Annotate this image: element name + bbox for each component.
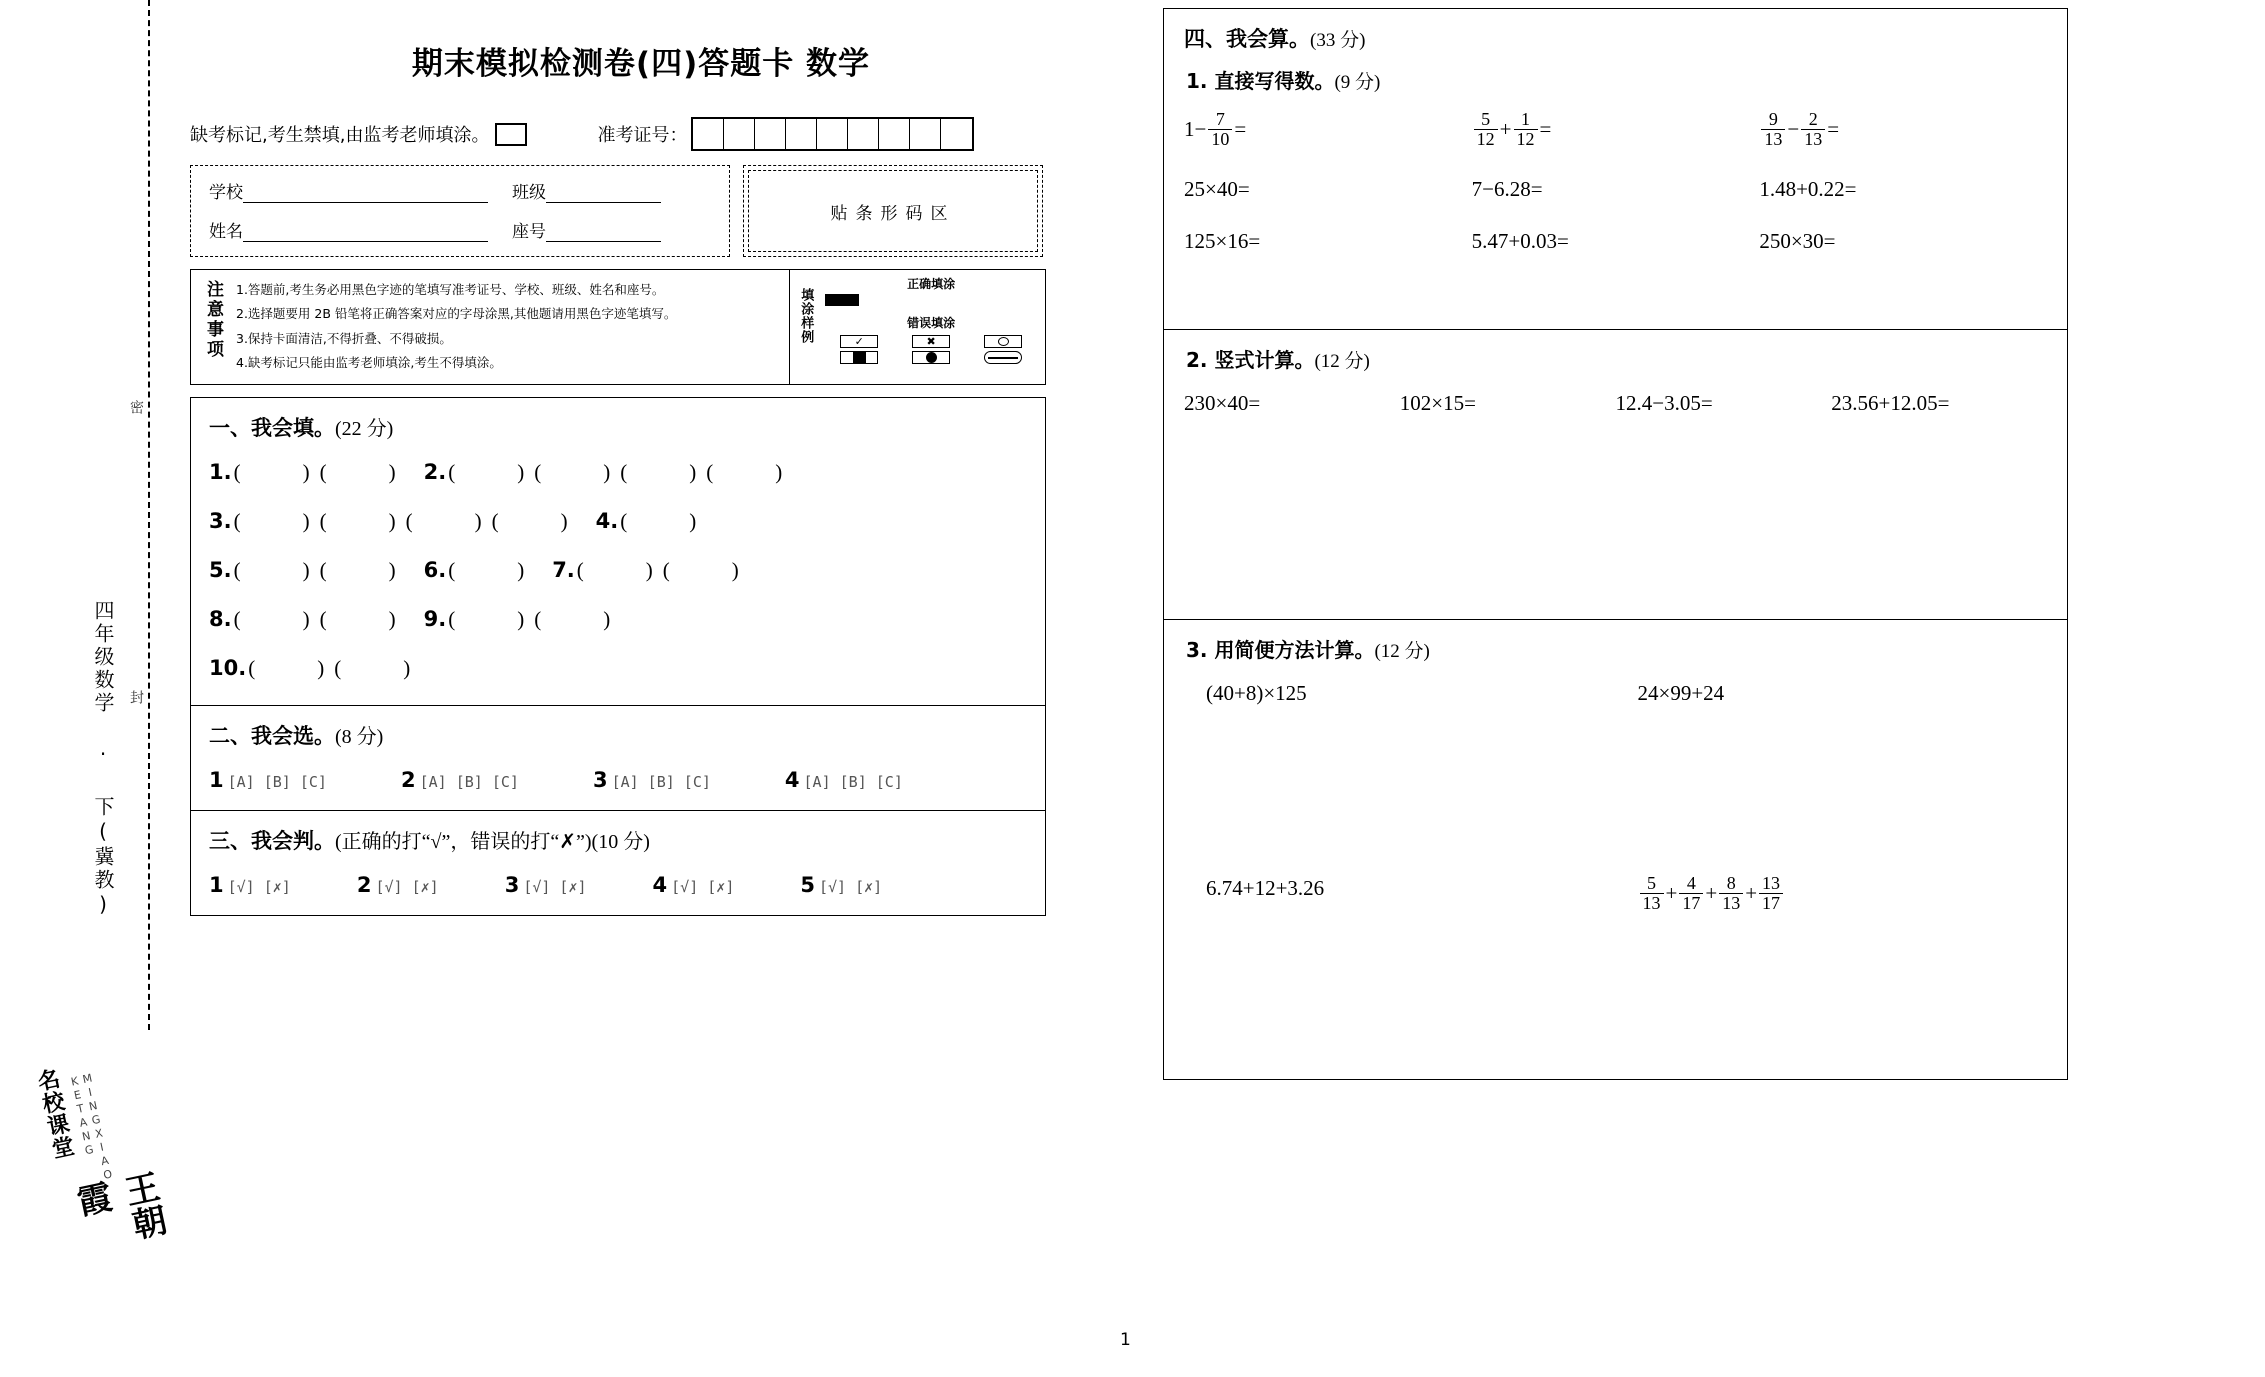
fill-blank-question <box>209 460 406 485</box>
fraction-numerator: 13 <box>1762 873 1781 893</box>
vertical-calc-expression[interactable]: 230×40= <box>1184 391 1261 415</box>
question-number: 9. <box>423 606 447 631</box>
question-number: 1. <box>209 459 232 484</box>
question-number: 3. <box>209 508 232 533</box>
answer-blank[interactable] <box>406 509 482 534</box>
simple-calc-expression[interactable]: 24×99+24 <box>1637 681 1725 705</box>
fill-blank-question <box>209 509 578 534</box>
fill-blank-question <box>209 607 406 632</box>
fraction-denominator: 17 <box>1759 893 1783 913</box>
choice-options[interactable]: [A] [B] [C] <box>803 772 903 791</box>
wrong-fill-row-1 <box>817 335 1045 348</box>
admission-number-grid[interactable] <box>691 117 974 151</box>
section4-sub3-title <box>1186 634 2047 663</box>
barcode-area-label: 贴条形码区 <box>748 170 1038 252</box>
logo-pinyin-text: MINGXIAO KETANG <box>66 1071 116 1184</box>
fraction <box>1640 874 1664 913</box>
admission-number-cell[interactable] <box>941 119 972 149</box>
expression-text: 7−6.28= <box>1471 176 1543 201</box>
expression-text: 1− <box>1184 117 1207 142</box>
truefalse-options[interactable]: [√] [✗] <box>523 877 587 896</box>
fill-blank-row <box>209 460 1027 485</box>
expression-text: + <box>1499 117 1512 142</box>
section3-title <box>209 825 1027 855</box>
fold-dashed-line <box>148 0 150 1030</box>
section3-title-text: 三、我会判。 <box>209 828 335 853</box>
expression-text: = <box>1539 117 1552 142</box>
fraction-numerator: 7 <box>1215 109 1225 129</box>
truefalse-item[interactable] <box>653 873 735 897</box>
choice-item[interactable] <box>209 768 327 792</box>
question-number: 6. <box>423 557 447 582</box>
question-number: 2 <box>400 767 416 792</box>
section2-points: (8 分) <box>335 725 384 748</box>
fraction <box>1719 874 1743 913</box>
seat-label: 座号 <box>512 222 546 242</box>
answer-blank[interactable] <box>320 558 396 583</box>
fraction-denominator: 10 <box>1208 129 1232 149</box>
section4-sub2-points: (12 分) <box>1314 351 1370 372</box>
grade-subject-label: 四年级数学 · 下(冀教) <box>91 600 115 919</box>
fill-blank-row <box>209 656 1027 681</box>
question-number: 3 <box>592 767 608 792</box>
expression-text: 1.48+0.22= <box>1759 176 1857 201</box>
question-number: 4 <box>652 872 668 897</box>
section4-sub1-points: (9 分) <box>1334 72 1381 93</box>
fill-blank-row <box>209 509 1027 534</box>
choice-options[interactable]: [A] [B] [C] <box>611 772 711 791</box>
fraction <box>1761 110 1785 149</box>
notice-item: 3.保持卡面清洁,不得折叠、不得破损。 <box>236 330 452 346</box>
direct-calc-expression[interactable] <box>1184 229 1472 255</box>
header-row <box>190 117 1106 151</box>
answer-blank[interactable] <box>234 460 310 485</box>
section2-title-text: 二、我会选。 <box>209 723 335 748</box>
simple-calc-expression[interactable] <box>1616 873 2048 915</box>
question-number: 3 <box>504 872 520 897</box>
question-number: 2. <box>423 459 447 484</box>
truefalse-options[interactable]: [√] [✗] <box>819 877 883 896</box>
expression-text: = <box>1827 117 1840 142</box>
truefalse-options[interactable]: [√] [✗] <box>671 877 735 896</box>
fraction-numerator: 4 <box>1686 873 1696 893</box>
section-true-false <box>190 811 1046 916</box>
simple-calc-expression[interactable]: (40+8)×125 <box>1206 681 1307 705</box>
section3-answer-row <box>209 873 1027 897</box>
section1-rows <box>209 460 1027 681</box>
fill-blank-question <box>209 656 420 681</box>
school-label: 学校 <box>209 183 243 203</box>
choice-options[interactable]: [A] [B] [C] <box>227 772 327 791</box>
question-number: 4 <box>784 767 800 792</box>
direct-calc-expression[interactable] <box>1759 177 2047 203</box>
expression-text: 250×30= <box>1759 228 1836 253</box>
seal-mark-bottom: 封 <box>128 690 144 708</box>
expression-text: 5.47+0.03= <box>1471 228 1569 253</box>
section-vertical-calculation <box>1163 330 2068 620</box>
expression-text: − <box>1787 117 1800 142</box>
simple-calc-expression[interactable]: 6.74+12+3.26 <box>1206 876 1325 900</box>
page-title: 期末模拟检测卷(四)答题卡 数学 <box>411 46 871 82</box>
truefalse-item[interactable] <box>209 873 291 897</box>
seal-mark-top: 密 <box>128 400 144 418</box>
student-info-row <box>190 165 1106 257</box>
answer-blank[interactable] <box>320 607 396 632</box>
correct-fill-label: 正确填涂 <box>907 277 956 291</box>
answer-blank[interactable] <box>234 558 310 583</box>
answer-blank[interactable] <box>234 607 310 632</box>
answer-blank[interactable] <box>234 509 310 534</box>
seat-input[interactable] <box>546 225 661 242</box>
simple-calc-row-1 <box>1184 681 2047 706</box>
admission-number-cell[interactable] <box>879 119 910 149</box>
admission-number-label: 准考证号： <box>597 125 688 146</box>
section1-title-text: 一、我会填。 <box>209 415 335 440</box>
absent-mark-group <box>190 121 527 147</box>
expression-text: = <box>1234 117 1247 142</box>
expression-text: 125×16= <box>1184 228 1261 253</box>
answer-blank[interactable] <box>620 509 696 534</box>
fill-sample-body <box>817 270 1045 384</box>
school-class-line <box>209 178 711 203</box>
admission-number-cell[interactable] <box>693 119 724 149</box>
wrong-fill-row-2 <box>817 351 1045 364</box>
fill-blank-row <box>209 558 1027 583</box>
section-simple-calculation <box>1163 620 2068 1080</box>
fraction <box>1208 110 1232 149</box>
question-number: 5 <box>800 872 815 897</box>
section4-sub2-title-text: 2. 竖式计算。 <box>1186 348 1315 372</box>
section4-sub1-title <box>1186 65 2047 94</box>
fraction-denominator: 13 <box>1761 129 1785 149</box>
answer-blank[interactable] <box>706 460 782 485</box>
truefalse-item[interactable] <box>357 873 439 897</box>
vertical-calc-expression[interactable]: 102×15= <box>1399 391 1476 415</box>
fraction-denominator: 12 <box>1514 129 1538 149</box>
fill-sample-block <box>790 270 1045 384</box>
fill-blank-question <box>552 558 749 583</box>
choice-item[interactable] <box>401 768 519 792</box>
class-input[interactable] <box>546 186 661 203</box>
direct-calc-expression[interactable] <box>1472 109 1760 151</box>
direct-calc-row <box>1184 177 2047 229</box>
admission-number-cell[interactable] <box>817 119 848 149</box>
notice-item-list <box>234 270 682 384</box>
fraction <box>1759 874 1783 913</box>
fraction-denominator: 13 <box>1719 893 1743 913</box>
school-input[interactable] <box>243 186 488 203</box>
fraction-numerator: 5 <box>1481 109 1491 129</box>
expression-text: 25×40= <box>1184 176 1250 201</box>
answer-blank[interactable] <box>534 460 610 485</box>
notice-text-block <box>191 270 790 384</box>
answer-blank[interactable] <box>448 558 524 583</box>
left-column <box>176 8 1106 916</box>
student-info-box <box>190 165 730 257</box>
fraction-denominator: 13 <box>1640 893 1664 913</box>
wrong-half-fill-icon <box>840 351 878 364</box>
question-number: 4. <box>595 508 619 533</box>
admission-number-cell[interactable] <box>910 119 941 149</box>
choice-item[interactable] <box>785 768 903 792</box>
admission-number-cell[interactable] <box>755 119 786 149</box>
answer-blank[interactable] <box>492 509 568 534</box>
notice-item: 1.答题前,考生务必用黑色字迹的笔填写准考证号、学校、班级、姓名和座号。 <box>236 282 665 297</box>
direct-calc-expression[interactable] <box>1759 229 2047 255</box>
name-label: 姓名 <box>209 222 243 242</box>
section-fill-in-blanks <box>190 397 1046 706</box>
fill-blank-question <box>209 558 406 583</box>
wrong-dot-icon <box>912 351 950 364</box>
section1-title <box>209 412 1027 442</box>
answer-blank[interactable] <box>248 656 324 681</box>
class-label: 班级 <box>512 183 546 203</box>
name-seat-line <box>209 217 711 242</box>
direct-calc-expression[interactable] <box>1184 109 1472 151</box>
answer-blank[interactable] <box>577 558 653 583</box>
expression-text: + <box>1745 881 1758 906</box>
absent-mark-checkbox[interactable] <box>495 123 527 146</box>
wrong-underline-icon <box>984 351 1022 364</box>
section4-sub3-title-text: 3. 用简便方法计算。 <box>1186 638 1375 662</box>
section4-sub2-title <box>1186 344 2047 373</box>
admission-number-cell[interactable] <box>724 119 755 149</box>
expression-text: + <box>1665 881 1678 906</box>
fraction <box>1514 110 1538 149</box>
direct-calc-expression[interactable] <box>1472 177 1760 203</box>
section4-points: (33 分) <box>1310 30 1366 51</box>
question-number: 1 <box>209 767 224 792</box>
admission-number-group <box>597 117 974 151</box>
truefalse-options[interactable]: [√] [✗] <box>227 877 291 896</box>
vertical-calc-row <box>1184 391 2047 416</box>
fill-blank-question <box>424 460 793 485</box>
section4-title <box>1184 23 2047 53</box>
fill-sample-title: 填涂样例 <box>798 288 814 344</box>
wrong-cross-icon: ✖ <box>912 335 950 348</box>
direct-calc-grid <box>1184 109 2047 281</box>
fill-blank-question <box>424 607 621 632</box>
page-number: 1 <box>1120 1330 1131 1350</box>
answer-blank[interactable] <box>663 558 739 583</box>
section2-answer-row <box>209 768 1027 792</box>
fraction-denominator: 13 <box>1801 129 1825 149</box>
section1-points: (22 分) <box>335 417 394 440</box>
wrong-fill-label: 错误填涂 <box>907 316 956 330</box>
vertical-calc-expression[interactable]: 12.4−3.05= <box>1615 391 1713 415</box>
section4-sub1-title-text: 1. 直接写得数。 <box>1186 69 1335 93</box>
answer-blank[interactable] <box>620 460 696 485</box>
fraction-denominator: 17 <box>1679 893 1703 913</box>
notice-item: 2.选择题要用 2B 铅笔将正确答案对应的字母涂黑,其他题请用黑色字迹笔填写。 <box>236 306 677 322</box>
page-spine <box>0 0 170 1377</box>
publisher-logo <box>29 1052 170 1277</box>
fraction-numerator: 9 <box>1768 109 1778 129</box>
fraction-numerator: 8 <box>1726 873 1736 893</box>
logo-primary-text: 名校课堂 <box>32 1066 76 1162</box>
truefalse-item[interactable] <box>800 873 882 897</box>
choice-options[interactable]: [A] [B] [C] <box>419 772 519 791</box>
expression-text: + <box>1705 881 1718 906</box>
question-number: 1 <box>209 872 224 897</box>
fraction <box>1801 110 1825 149</box>
fraction-numerator: 2 <box>1808 109 1818 129</box>
section-multiple-choice <box>190 706 1046 811</box>
notice-section <box>190 269 1046 385</box>
notice-item: 4.缺考标记只能由监考老师填涂,考生不得填涂。 <box>236 355 502 371</box>
notice-title: 注意事项 <box>203 280 223 360</box>
barcode-area <box>743 165 1043 257</box>
question-number: 5. <box>209 557 232 582</box>
answer-blank[interactable] <box>320 460 396 485</box>
vertical-calc-expression[interactable]: 23.56+12.05= <box>1831 391 1950 415</box>
question-number: 8. <box>209 606 232 631</box>
absent-mark-label: 缺考标记,考生禁填,由监考老师填涂。 <box>190 125 490 146</box>
section3-points: (正确的打“√”，错误的打“✗”)(10 分) <box>335 830 650 853</box>
section4-sub3-points: (12 分) <box>1374 641 1430 662</box>
direct-calc-expression[interactable] <box>1472 229 1760 255</box>
fill-blank-question <box>596 509 707 534</box>
wrong-partial-circle-icon <box>984 335 1022 348</box>
correct-fill-mark <box>825 294 859 306</box>
question-number: 2 <box>356 872 372 897</box>
truefalse-item[interactable] <box>505 873 587 897</box>
fraction <box>1679 874 1703 913</box>
answer-blank[interactable] <box>534 607 610 632</box>
right-column <box>1163 8 2088 1080</box>
question-number: 7. <box>552 557 575 582</box>
section4-title-text: 四、我会算。 <box>1184 27 1310 51</box>
fill-blank-question <box>424 558 535 583</box>
direct-calc-expression[interactable] <box>1759 109 2047 151</box>
fraction-numerator: 1 <box>1521 109 1531 129</box>
admission-number-cell[interactable] <box>848 119 879 149</box>
section2-title <box>209 720 1027 750</box>
choice-item[interactable] <box>593 768 711 792</box>
direct-calc-row <box>1184 109 2047 177</box>
section-calculation-direct <box>1163 8 2068 330</box>
simple-calc-row-2 <box>1184 873 2047 915</box>
answer-blank[interactable] <box>334 656 410 681</box>
fraction-numerator: 5 <box>1647 873 1656 893</box>
truefalse-options[interactable]: [√] [✗] <box>375 877 439 896</box>
answer-blank[interactable] <box>448 607 524 632</box>
fraction <box>1474 110 1498 149</box>
direct-calc-row <box>1184 229 2047 281</box>
direct-calc-expression[interactable] <box>1184 177 1472 203</box>
fill-blank-row <box>209 607 1027 632</box>
wrong-check-icon: ✓ <box>840 335 878 348</box>
admission-number-cell[interactable] <box>786 119 817 149</box>
fraction-denominator: 12 <box>1474 129 1498 149</box>
answer-blank[interactable] <box>448 460 524 485</box>
answer-blank[interactable] <box>320 509 396 534</box>
name-input[interactable] <box>243 225 488 242</box>
question-number: 10. <box>209 655 247 680</box>
logo-author-text: 王朝霞 <box>67 1168 170 1244</box>
